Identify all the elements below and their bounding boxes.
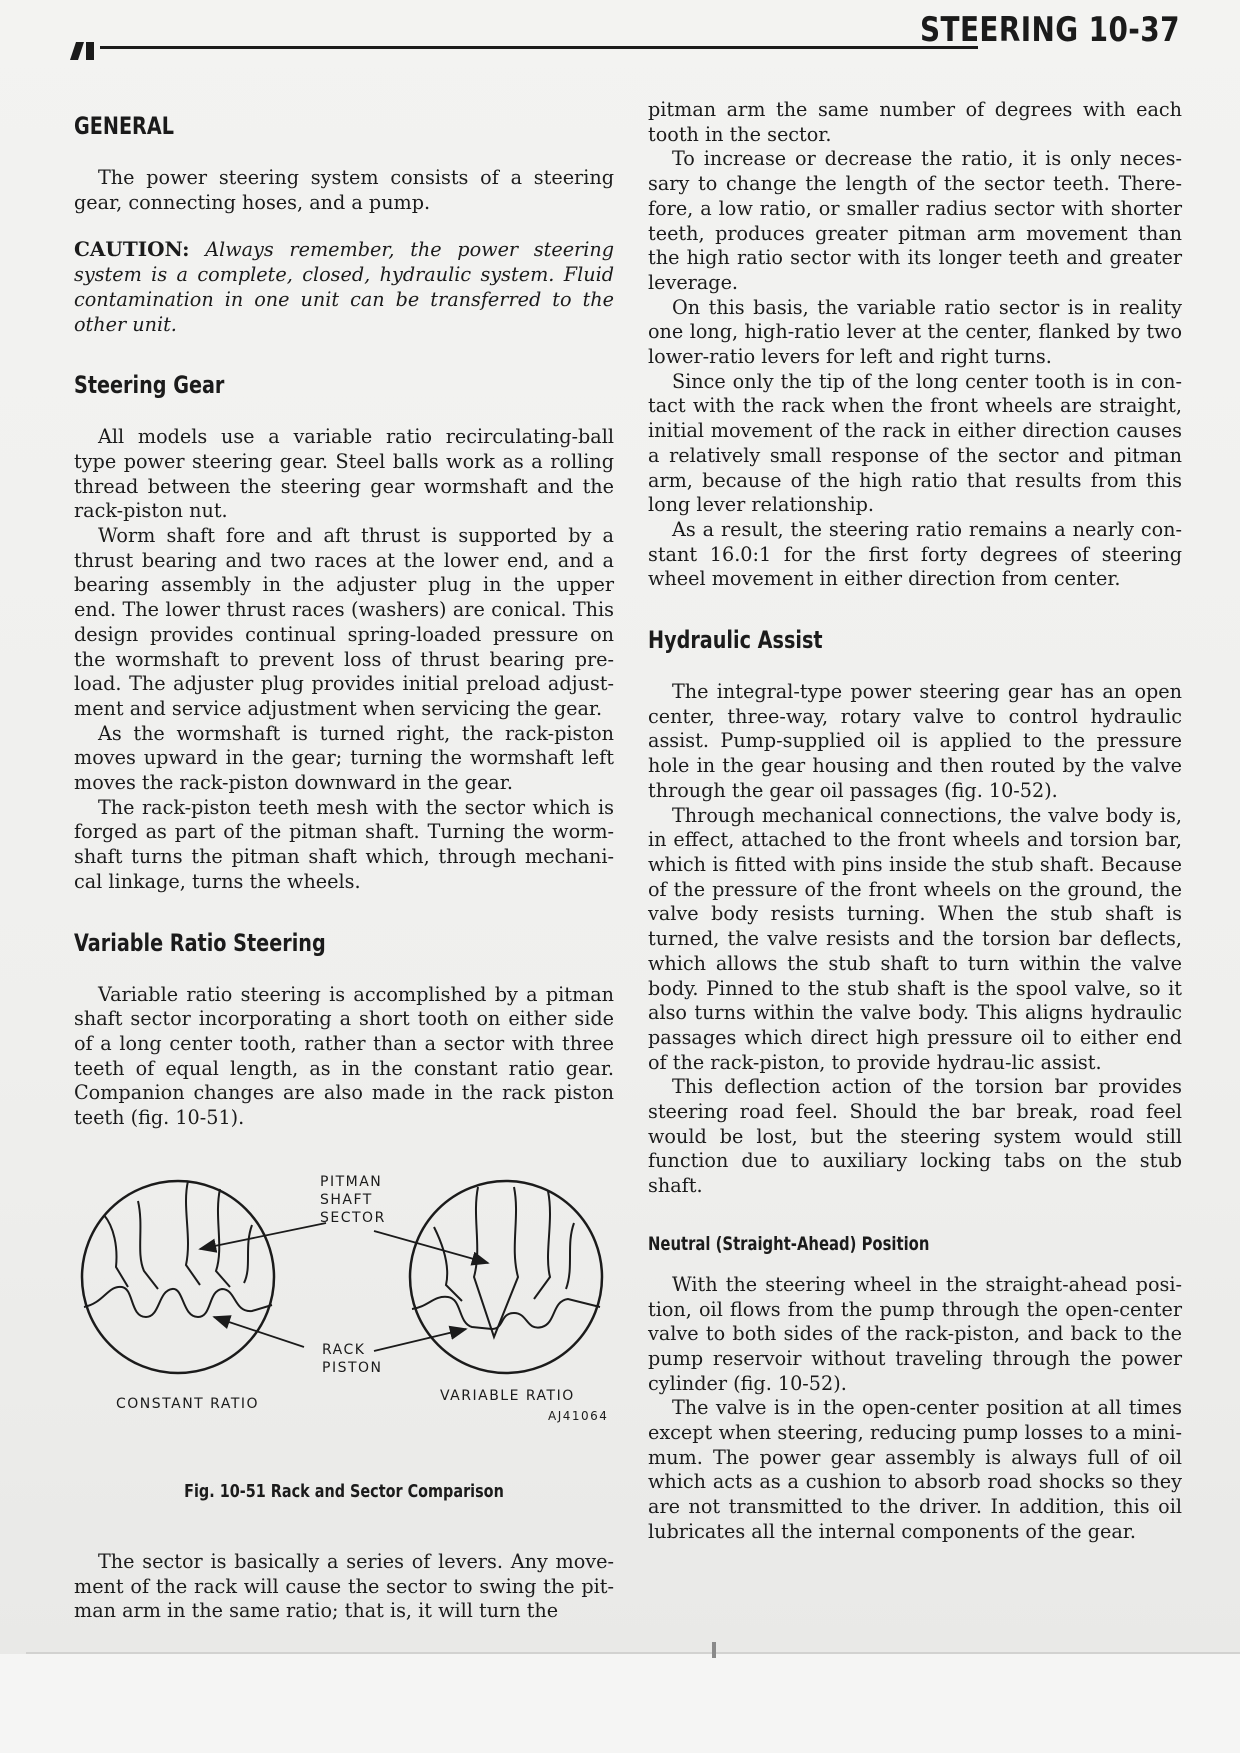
constant-ratio-gear-diagram (82, 1181, 274, 1373)
label-constant-ratio: CONSTANT RATIO (116, 1395, 260, 1412)
ratio-paragraph: To increase or decrease the ratio, it is only neces-sary to change the length of the sector teeth. There-fore, a low ratio, or smaller radius sector with shorter teeth, produces greater pitman arm movement than the high ratio sector with its longer teeth and greater leverage. (648, 147, 1182, 294)
page-title: STEERING 10-37 (920, 10, 1180, 50)
hydraulic-paragraph: Through mechanical connections, the valve body is, in effect, attached to the front wheels and torsion bar, which is fitted with pins inside the stub shaft. Because of the pressure of the front wheels on the ground, the valve body resists turning. When the stub shaft is turned, the valve resists and the torsion bar deflects, which allows the stub shaft to turn within the valve body. Pinned to the stub shaft is the spool valve, so it also turns within the valve body. This aligns hydraulic passages which direct high pressure oil to either end of the rack-piston, to provide hydrau-lic assist. (648, 803, 1182, 1074)
figure-rack-sector-comparison (74, 1167, 634, 1467)
steering-gear-paragraph: Worm shaft fore and aft thrust is supported by a thrust bearing and two races at the lower end, and a bearing assembly in the adjuster plug in the upper end. The lower thrust races (washers) are conical. This design provides continual spring-loaded pressure on the wormshaft to prevent loss of thrust bearing pre-load. The adjuster plug provides initial preload adjust-ment and service adjustment when servicing the gear. (74, 524, 614, 720)
caution-text: Always remember, the power steering system is a complete, closed, hydraulic system. Fluid contamination in one unit can be transferred to the other unit. (74, 238, 615, 336)
sector-paragraph: The sector is basically a series of levers. Any move-ment of the rack will cause the sector to swing the pit-man arm in the same ratio; that is, it will turn the (74, 1549, 614, 1623)
scan-margin (0, 1654, 1240, 1753)
general-heading: GENERAL (74, 112, 174, 140)
manual-logo-mark (70, 42, 98, 60)
figure-caption: Fig. 10-51 Rack and Sector Comparison (184, 1480, 504, 1502)
neutral-position-heading: Neutral (Straight-Ahead) Position (648, 1232, 930, 1255)
scan-tick-mark (712, 1642, 716, 1658)
variable-ratio-paragraph: Variable ratio steering is accomplished by a pitman shaft sector incorporating a short tooth on either side of a long center tooth, rather than a sector with three teeth of equal length, as in the constant ratio gear. Companion changes are also made in the rack piston teeth (fig. 10-51). (74, 982, 614, 1130)
steering-gear-paragraph: All models use a variable ratio recirculating-ball type power steering gear. Steel balls work as a rolling thread between the steering gear wormshaft and the rack-piston nut. (74, 425, 614, 523)
label-pitman-shaft-sector: PITMAN SHAFT SECTOR (320, 1173, 386, 1226)
left-column (74, 112, 614, 1624)
steering-gear-paragraph: As the wormshaft is turned right, the rack-piston moves upward in the gear; turning the wormshaft left moves the rack-piston downward in the gear. (74, 721, 614, 795)
hydraulic-paragraph: The integral-type power steering gear has an open center, three-way, rotary valve to control hydraulic assist. Pump-supplied oil is applied to the pressure hole in the gear housing and then routed by the valve through the gear oil passages (fig. 10-52). (648, 680, 1182, 802)
variable-ratio-gear-diagram (410, 1181, 602, 1373)
general-paragraph: The power steering system consists of a steering gear, connecting hoses, and a pump. (74, 166, 614, 214)
continued-paragraph: pitman arm the same number of degrees with each tooth in the sector. (648, 98, 1182, 146)
hydraulic-paragraph: This deflection action of the torsion bar provides steering road feel. Should the bar break, road feel would be lost, but the steering system would still function due to auxiliary locking tabs on the stub shaft. (648, 1075, 1182, 1198)
variable-ratio-heading: Variable Ratio Steering (74, 928, 326, 957)
figure-code: AJ41064 (548, 1408, 609, 1423)
basis-paragraph: On this basis, the variable ratio sector is in reality one long, high-ratio lever at the center, flanked by two lower-ratio levers for left and right turns. (648, 295, 1182, 369)
steering-gear-heading: Steering Gear (74, 371, 225, 400)
center-tooth-paragraph: Since only the tip of the long center tooth is in con-tact with the rack when the front wheels are straight, initial movement of the rack in either direction causes a relatively small response of the sector and pitman arm, because of the high ratio that results from this long lever relationship. (648, 369, 1182, 517)
caution-paragraph (74, 237, 614, 337)
hydraulic-assist-heading: Hydraulic Assist (648, 626, 823, 655)
right-column (648, 98, 1182, 1545)
neutral-paragraph: The valve is in the open-center position at all times except when steering, reducing pump losses to a mini-mum. The power gear assembly is always full of oil which acts as a cushion to absorb road shocks so they are not transmitted to the driver. In addition, this oil lubricates all the internal components of the gear. (648, 1396, 1182, 1543)
neutral-paragraph: With the steering wheel in the straight-ahead posi-tion, oil flows from the pump through the open-center valve to both sides of the rack-piston, and back to the pump reservoir without traveling through the power cylinder (fig. 10-52). (648, 1272, 1182, 1395)
caution-label: CAUTION: (74, 237, 190, 262)
label-rack-piston: RACK PISTON (322, 1341, 383, 1376)
result-paragraph: As a result, the steering ratio remains a nearly con-stant 16.0:1 for the first forty degrees of steering wheel movement in either direction from center. (648, 517, 1182, 591)
steering-gear-paragraph: The rack-piston teeth mesh with the sector which is forged as part of the pitman shaft. Turning the worm-shaft turns the pitman shaft which, through mechani-cal linkage, turns the wheels. (74, 795, 614, 893)
label-variable-ratio: VARIABLE RATIO (440, 1387, 575, 1404)
header-rule (100, 46, 978, 49)
